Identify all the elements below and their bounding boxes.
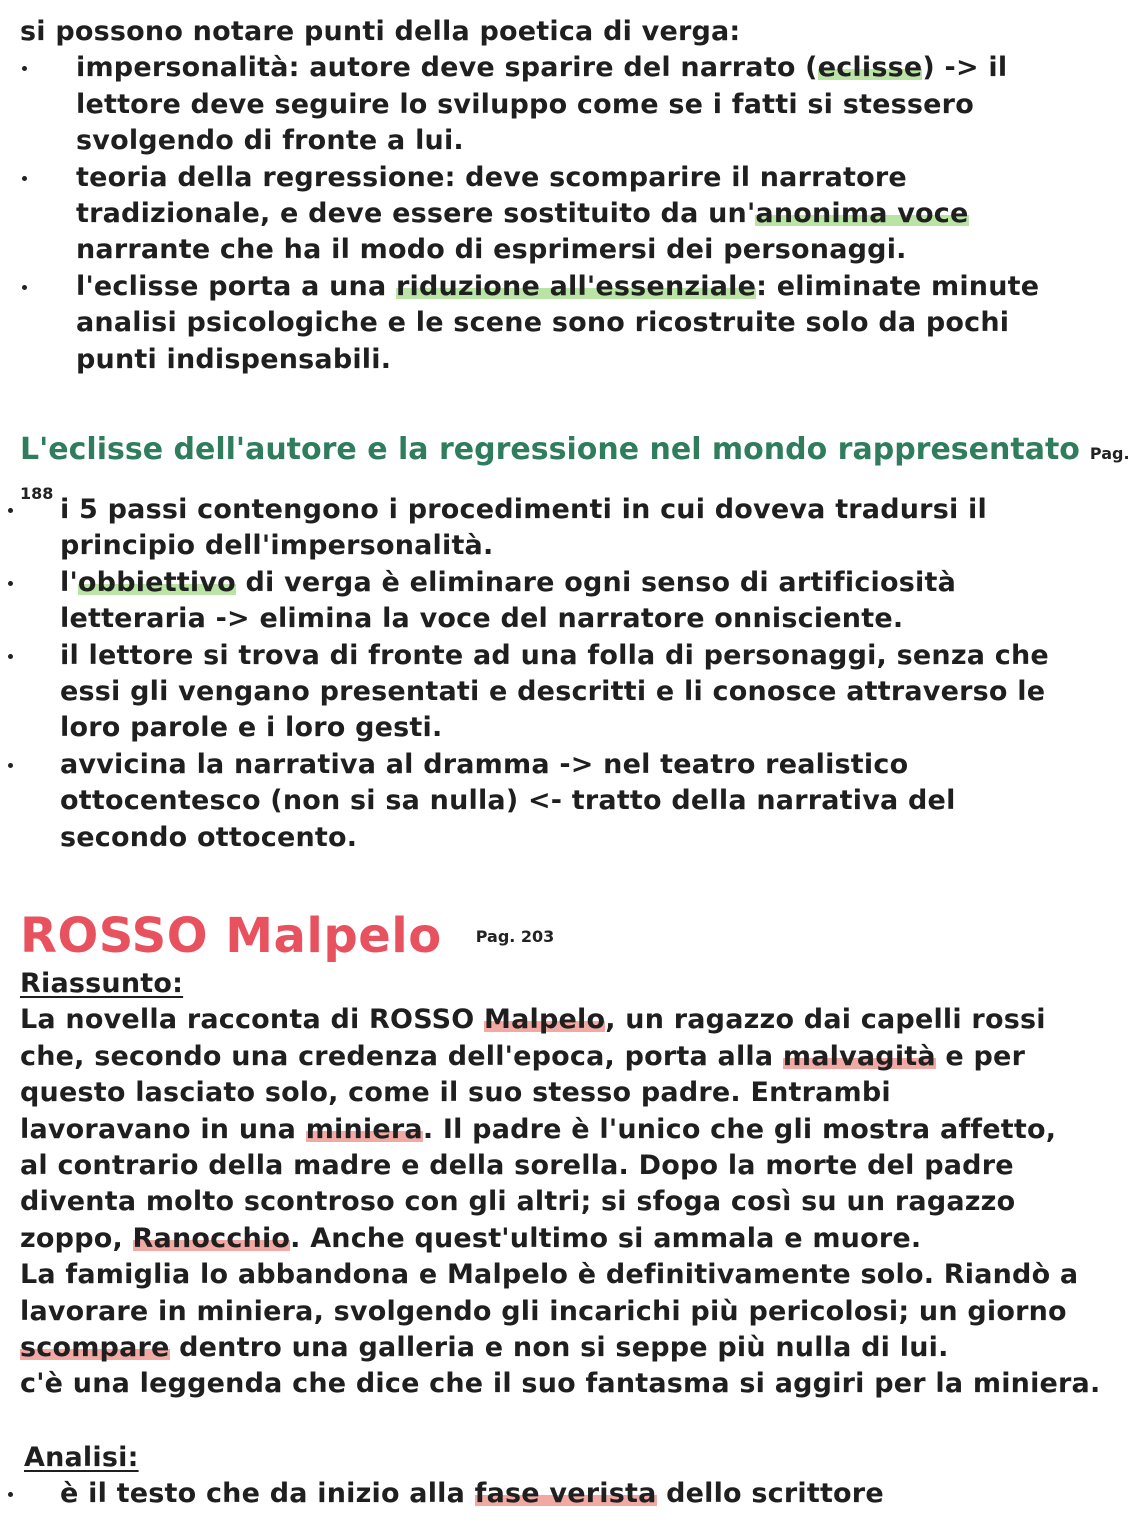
text-segment: punti indispensabili. [76, 343, 392, 375]
highlighted-text: scompare [20, 1332, 170, 1364]
text-segment: secondo ottocento. [60, 821, 358, 853]
bullet-item [0, 1476, 1080, 1512]
text-segment: c'è una leggenda che dice che il suo fantasma si aggiri per la miniera. [20, 1368, 1101, 1400]
text-line [0, 1112, 1080, 1148]
text-line [0, 1148, 1080, 1184]
text-line [0, 1476, 1080, 1512]
text-line [0, 1221, 1080, 1257]
text-line [0, 1294, 1080, 1330]
highlighted-text: malvagità [782, 1040, 936, 1072]
text-line [0, 710, 1080, 746]
text-line [0, 1330, 1080, 1366]
text-line [0, 1257, 1080, 1293]
bullet-dot-icon [22, 285, 27, 290]
text-line [0, 528, 1080, 564]
text-line [0, 160, 1080, 196]
highlighted-text: Malpelo [484, 1004, 606, 1036]
text-line [0, 232, 1080, 268]
bullet-dot-icon [22, 176, 27, 181]
highlighted-text: fase verista [474, 1478, 657, 1510]
text-segment: questo lasciato solo, come il suo stesso padre. Entrambi [20, 1077, 891, 1109]
text-segment: ) -> il [922, 52, 1008, 84]
eclisse-list-block [0, 492, 1080, 856]
bullet-dot-icon [8, 654, 13, 659]
text-segment: ottocentesco (non si sa nulla) <- tratto della narrativa del [60, 785, 956, 817]
text-segment: lavorare in miniera, svolgendo gli incarichi più pericolosi; un giorno [20, 1295, 1067, 1327]
malpelo-title: ROSSO Malpelo [20, 908, 442, 964]
summary-text [0, 1002, 1101, 1402]
text-segment: dentro una galleria e non si seppe più nulla di lui. [169, 1332, 949, 1364]
text-line [0, 1039, 1080, 1075]
bullet-item [0, 638, 1080, 747]
text-segment: letteraria -> elimina la voce del narratore onnisciente. [60, 603, 904, 635]
text-line [0, 565, 1080, 601]
text-line [0, 747, 1080, 783]
eclisse-list [0, 492, 1080, 856]
text-segment: al contrario della madre e della sorella. Dopo la morte del padre [20, 1150, 1014, 1182]
text-line [0, 1366, 1101, 1402]
text-line [0, 601, 1080, 637]
text-line [0, 783, 1080, 819]
text-segment: loro parole e i loro gesti. [60, 712, 443, 744]
intro-list [0, 50, 1080, 378]
text-segment: che, secondo una credenza dell'epoca, porta alla [20, 1040, 783, 1072]
text-line [0, 123, 1080, 159]
text-segment: impersonalità: autore deve sparire del narrato ( [76, 52, 818, 84]
text-segment: è il testo che da inizio alla [60, 1478, 475, 1510]
bullet-item [0, 747, 1080, 856]
bullet-dot-icon [8, 508, 13, 513]
bullet-item [0, 565, 1080, 638]
text-segment: i 5 passi contengono i procedimenti in cui doveva tradursi il [60, 494, 987, 525]
text-segment: narrante che ha il modo di esprimersi dei personaggi. [76, 234, 907, 266]
text-line [0, 1002, 1080, 1038]
text-segment: La famiglia lo abbandona e Malpelo è definitivamente solo. Riandò a [20, 1259, 1079, 1291]
summary-label [0, 966, 1080, 1002]
text-segment: essi gli vengano presentati e descritti e li conosce attraverso le [60, 676, 1046, 708]
highlighted-text: eclisse [817, 52, 923, 84]
text-segment: dello scrittore [656, 1478, 884, 1510]
intro-heading: si possono notare punti della poetica di verga: [20, 16, 741, 47]
text-line [0, 342, 1080, 378]
text-segment: svolgendo di fronte a lui. [76, 125, 464, 157]
text-segment: lavoravano in una [20, 1113, 306, 1145]
text-segment: teoria della regressione: deve scomparire il narratore [76, 161, 907, 193]
text-segment: di verga è eliminare ogni senso di artificiosità [235, 566, 956, 598]
text-line [0, 638, 1080, 674]
bullet-item [0, 269, 1080, 378]
text-segment: e per [935, 1040, 1026, 1072]
text-segment: l' [60, 566, 78, 598]
text-segment: analisi psicologiche e le scene sono ricostruite solo da pochi [76, 307, 1010, 339]
text-segment: , un ragazzo dai capelli rossi [605, 1004, 1046, 1036]
bullet-dot-icon [8, 763, 13, 768]
text-segment: . Anche quest'ultimo si ammala e muore. [290, 1222, 922, 1254]
text-line [0, 305, 1080, 341]
highlighted-text: Ranocchio [132, 1222, 291, 1254]
text-segment: diventa molto scontroso con gli altri; si sfoga così su un ragazzo [20, 1186, 1016, 1218]
highlighted-text: obbiettivo [77, 566, 236, 598]
intro-block [0, 14, 1080, 378]
text-line [0, 674, 1080, 710]
bullet-dot-icon [8, 581, 13, 586]
summary-label-text: Riassunto: [20, 968, 184, 999]
analysis-list [0, 1476, 1080, 1512]
text-segment: avvicina la narrativa al dramma -> nel teatro realistico [60, 748, 909, 780]
text-segment: zoppo, [20, 1222, 133, 1254]
text-segment: principio dell'impersonalità. [60, 530, 494, 562]
text-line [0, 196, 1080, 232]
bullet-item [0, 160, 1080, 269]
text-line [0, 1075, 1080, 1111]
analysis-block [0, 1440, 1080, 1513]
text-line [0, 1184, 1080, 1220]
analysis-label [0, 1440, 1080, 1476]
bullet-item [0, 492, 1080, 565]
section-title: L'eclisse dell'autore e la regressione nel mondo rappresentato [20, 432, 1080, 467]
text-segment: lettore deve seguire lo sviluppo come se i fatti si stessero [76, 88, 974, 120]
text-segment: tradizionale, e deve essere sostituito da un' [76, 198, 756, 230]
analysis-label-text: Analisi: [24, 1442, 139, 1473]
page-reference: Pag. 203 [475, 927, 555, 946]
text-segment: La novella racconta di ROSSO [20, 1004, 485, 1036]
text-segment: : eliminate minute [756, 270, 1040, 302]
text-line [0, 820, 1080, 856]
highlighted-text: anonima voce [755, 198, 969, 230]
text-segment: il lettore si trova di fronte ad una folla di personaggi, senza che [60, 639, 1049, 671]
text-segment: . Il padre è l'unico che gli mostra affetto, [422, 1113, 1057, 1145]
page-reference: Pag. 188 [20, 444, 1130, 503]
text-segment: l'eclisse porta a una [76, 270, 397, 302]
highlighted-text: riduzione all'essenziale [396, 270, 757, 302]
bullet-item [0, 50, 1080, 159]
text-line [0, 87, 1080, 123]
text-line [0, 50, 1080, 86]
summary-block [0, 966, 1101, 1403]
text-line [0, 492, 1080, 528]
highlighted-text: miniera [305, 1113, 423, 1145]
text-line [0, 269, 1080, 305]
